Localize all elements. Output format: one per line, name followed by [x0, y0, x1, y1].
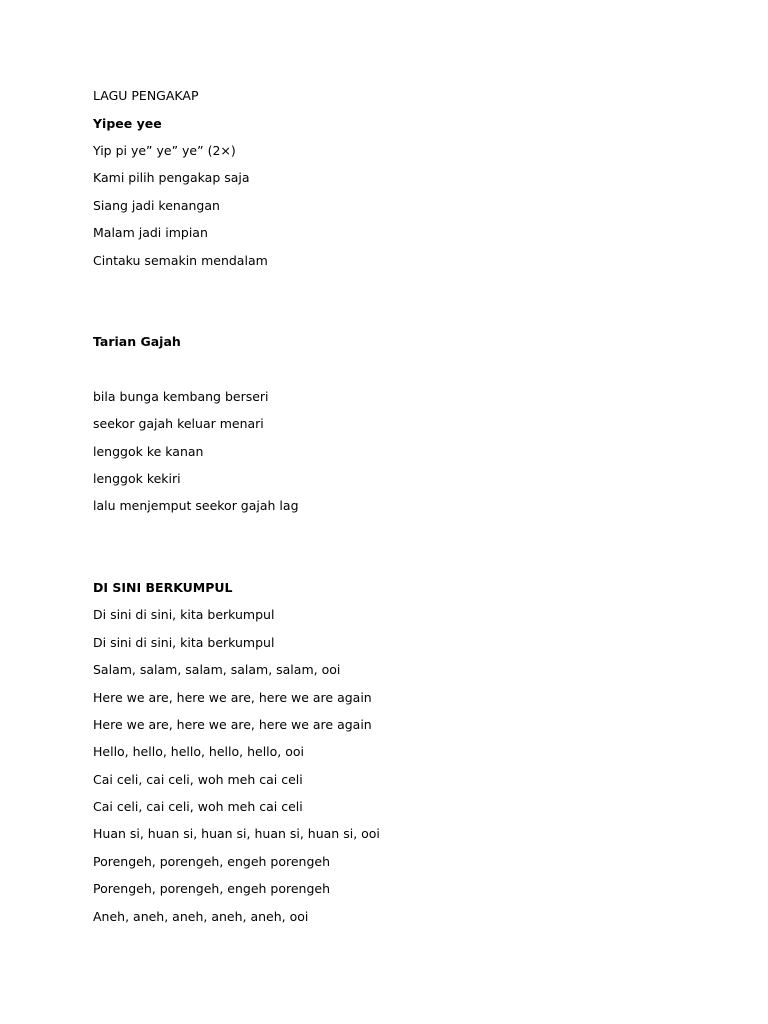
- lyric-line: Di sini di sini, kita berkumpul: [93, 635, 275, 650]
- lyric-line: lalu menjemput seekor gajah lag: [93, 498, 299, 513]
- lyric-line: seekor gajah keluar menari: [93, 416, 264, 431]
- lyric-line: Porengeh, porengeh, engeh porengeh: [93, 854, 331, 869]
- song-title: LAGU PENGAKAP: [93, 88, 199, 103]
- lyric-line: Here we are, here we are, here we are again: [93, 717, 372, 732]
- lyric-line: Hello, hello, hello, hello, hello, ooi: [93, 744, 305, 759]
- lyric-line: Aneh, aneh, aneh, aneh, aneh, ooi: [93, 909, 309, 924]
- lyric-line: bila bunga kembang berseri: [93, 389, 269, 404]
- lyric-line: Salam, salam, salam, salam, salam, ooi: [93, 662, 341, 677]
- lyric-line: Malam jadi impian: [93, 225, 208, 240]
- lyric-line: Siang jadi kenangan: [93, 198, 220, 213]
- lyric-line: Porengeh, porengeh, engeh porengeh: [93, 881, 331, 896]
- song-title: DI SINI BERKUMPUL: [93, 580, 233, 595]
- song-title: Tarian Gajah: [93, 334, 181, 349]
- song-subtitle: Yipee yee: [93, 116, 162, 131]
- lyric-line: Cai celi, cai celi, woh meh cai celi: [93, 772, 303, 787]
- lyric-line: Yip pi yeˮ yeˮ yeˮ (2×): [93, 143, 236, 158]
- lyric-line: Kami pilih pengakap saja: [93, 170, 250, 185]
- lyric-line: lenggok kekiri: [93, 471, 181, 486]
- lyric-line: Here we are, here we are, here we are again: [93, 690, 372, 705]
- lyric-line: Di sini di sini, kita berkumpul: [93, 607, 275, 622]
- lyric-line: Cintaku semakin mendalam: [93, 253, 268, 268]
- lyric-line: Huan si, huan si, huan si, huan si, huan si, ooi: [93, 826, 380, 841]
- lyric-line: Cai celi, cai celi, woh meh cai celi: [93, 799, 303, 814]
- lyric-line: lenggok ke kanan: [93, 444, 204, 459]
